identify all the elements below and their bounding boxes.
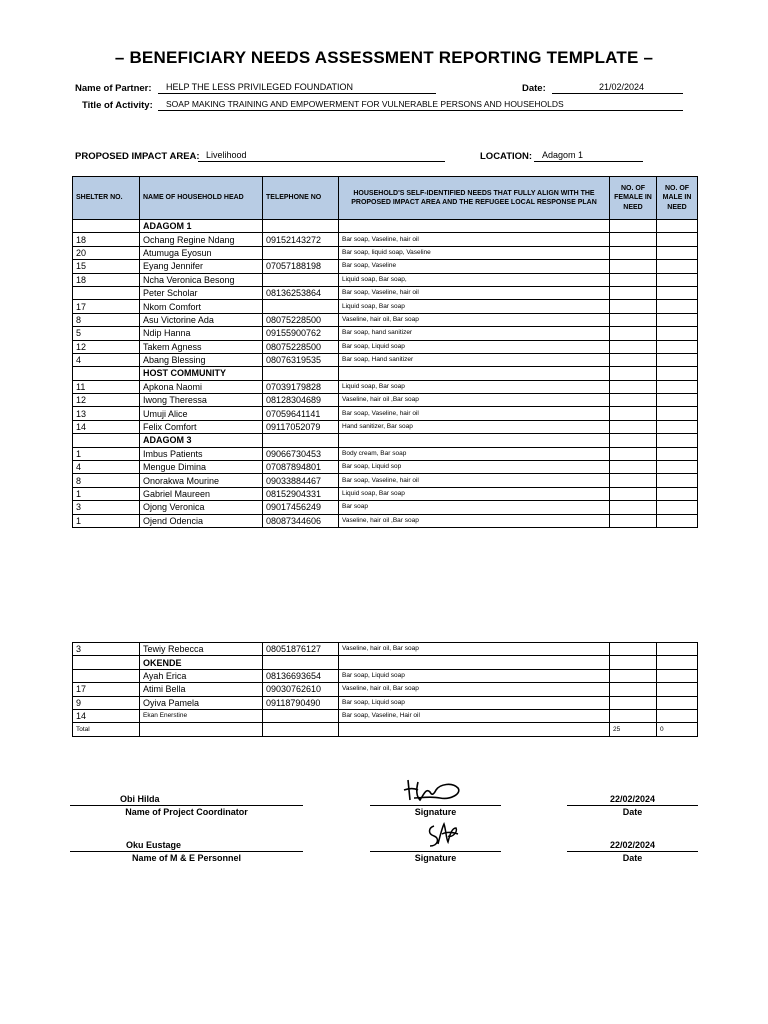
telephone-cell [263,367,339,380]
shelter-cell: 1 [73,514,140,527]
coordinator-signature-image [400,776,464,806]
needs-cell: Bar soap, Liquid soap [339,696,610,709]
telephone-cell [263,434,339,447]
coordinator-name-line [70,805,303,806]
female-count-cell [610,420,657,433]
col-header-phone: TELEPHONE NO [263,177,339,220]
telephone-cell: 09155900762 [263,327,339,340]
shelter-cell: 3 [73,643,140,656]
telephone-cell: 09030762610 [263,683,339,696]
coordinator-date: 22/02/2024 [609,794,656,804]
male-count-cell [657,514,698,527]
coordinator-date-line [567,805,698,806]
needs-cell: Bar soap, Vaseline, hair oil [339,286,610,299]
household-head-cell: Ayah Erica [140,669,263,682]
date-label: Date: [522,83,546,94]
me-role: Name of M & E Personnel [131,853,242,863]
table-row [73,313,698,326]
telephone-cell: 07039179828 [263,380,339,393]
male-count-cell [657,461,698,474]
needs-cell: Vaseline, hair oil ,Bar soap [339,394,610,407]
shelter-cell [73,220,140,233]
female-count-cell [610,273,657,286]
shelter-cell: 9 [73,696,140,709]
male-count-cell [657,340,698,353]
shelter-cell: 4 [73,461,140,474]
male-count-cell [657,273,698,286]
needs-cell [339,220,610,233]
telephone-cell: 08087344606 [263,514,339,527]
male-count-cell [657,367,698,380]
household-head-cell: Eyang Jennifer [140,260,263,273]
shelter-cell [73,656,140,669]
male-count-cell [657,353,698,366]
telephone-cell: 09066730453 [263,447,339,460]
me-date-label: Date [622,853,643,863]
telephone-cell: 08136253864 [263,286,339,299]
needs-cell: Vaseline, hair oil, Bar soap [339,683,610,696]
household-head-cell: Apkona Naomi [140,380,263,393]
female-count-cell [610,407,657,420]
telephone-cell [263,723,339,736]
needs-cell: Bar soap, Liquid soap [339,669,610,682]
coordinator-name: Obi Hilda [120,794,160,804]
table-row [73,407,698,420]
male-count-cell [657,696,698,709]
telephone-cell: 08128304689 [263,394,339,407]
telephone-cell: 09118790490 [263,696,339,709]
shelter-cell: 14 [73,709,140,722]
household-head-cell: Atimi Bella [140,683,263,696]
female-count-cell [610,434,657,447]
female-count-cell [610,669,657,682]
shelter-cell: 11 [73,380,140,393]
table-row [73,340,698,353]
female-count-cell: 25 [610,723,657,736]
telephone-cell: 08075228500 [263,340,339,353]
needs-cell: Bar soap, Hand sanitizer [339,353,610,366]
group-header-row [73,220,698,233]
table-row [73,246,698,259]
female-count-cell [610,367,657,380]
male-count-cell [657,260,698,273]
telephone-cell: 08076319535 [263,353,339,366]
shelter-cell: 13 [73,407,140,420]
shelter-cell: 18 [73,273,140,286]
shelter-cell: 20 [73,246,140,259]
male-count-cell [657,380,698,393]
household-head-cell: Onorakwa Mourine [140,474,263,487]
impact-area-value: Livelihood [198,150,445,162]
needs-cell: Bar soap, Vaseline, Hair oil [339,709,610,722]
table-row [73,260,698,273]
female-count-cell [610,300,657,313]
household-head-cell: Atumuga Eyosun [140,246,263,259]
telephone-cell: 09033884467 [263,474,339,487]
household-head-cell: OKENDE [140,656,263,669]
group-header-row [73,434,698,447]
male-count-cell [657,474,698,487]
col-header-needs: HOUSEHOLD'S SELF-IDENTIFIED NEEDS THAT FULLY ALIGN WITH THE PROPOSED IMPACT AREA AND THE REFUGEE LOCAL RESPONSE PLAN [339,177,610,220]
female-count-cell [610,487,657,500]
male-count-cell [657,286,698,299]
household-head-cell: Abang Blessing [140,353,263,366]
household-head-cell: Asu Victorine Ada [140,313,263,326]
col-header-shelter: SHELTER NO. [73,177,140,220]
table-row [73,709,698,722]
shelter-cell: 15 [73,260,140,273]
total-row [73,723,698,736]
shelter-cell: 3 [73,501,140,514]
needs-cell: Liquid soap, Bar soap [339,300,610,313]
col-header-male: NO. OF MALE IN NEED [657,177,698,220]
partner-value: HELP THE LESS PRIVILEGED FOUNDATION [158,82,436,94]
impact-area-label: PROPOSED IMPACT AREA: [75,151,200,162]
me-name: Oku Eustage [126,840,182,850]
household-head-cell: Imbus Patients [140,447,263,460]
male-count-cell [657,407,698,420]
household-head-cell: Takem Agness [140,340,263,353]
shelter-cell [73,367,140,380]
male-count-cell [657,300,698,313]
table-row [73,353,698,366]
male-count-cell [657,220,698,233]
female-count-cell [610,286,657,299]
needs-cell [339,434,610,447]
female-count-cell [610,683,657,696]
needs-cell: Vaseline, hair oil, Bar soap [339,313,610,326]
table-row [73,461,698,474]
female-count-cell [610,709,657,722]
table-row [73,447,698,460]
needs-cell: Hand sanitizer, Bar soap [339,420,610,433]
female-count-cell [610,233,657,246]
household-head-cell: Ekan Enerstine [140,709,263,722]
male-count-cell [657,487,698,500]
telephone-cell [263,220,339,233]
me-signature-label: Signature [414,853,457,863]
needs-cell: Bar soap, Vaseline [339,260,610,273]
needs-cell: Bar soap, liquid soap, Vaseline [339,246,610,259]
needs-table [72,176,698,528]
male-count-cell [657,501,698,514]
partner-label: Name of Partner: [75,83,152,94]
needs-cell: Bar soap, hand sanitizer [339,327,610,340]
coordinator-signature-label: Signature [414,807,457,817]
group-header-row [73,656,698,669]
needs-cell: Bar soap, Liquid sop [339,461,610,474]
me-name-line [70,851,303,852]
needs-cell: Bar soap, Vaseline, hair oil [339,474,610,487]
household-head-cell: Ojend Odencia [140,514,263,527]
location-label: LOCATION: [480,151,533,162]
female-count-cell [610,313,657,326]
activity-value: SOAP MAKING TRAINING AND EMPOWERMENT FOR VULNERABLE PERSONS AND HOUSEHOLDS [158,99,683,111]
group-header-row [73,367,698,380]
me-signature-image [422,820,462,852]
me-date: 22/02/2024 [609,840,656,850]
female-count-cell [610,327,657,340]
household-head-cell: Mengue Dimina [140,461,263,474]
female-count-cell [610,260,657,273]
coordinator-signature-line [370,805,501,806]
table-row [73,286,698,299]
shelter-cell [73,434,140,447]
female-count-cell [610,380,657,393]
col-header-female: NO. OF FEMALE IN NEED [610,177,657,220]
shelter-cell: 17 [73,683,140,696]
household-head-cell: Umuji Alice [140,407,263,420]
coordinator-date-label: Date [622,807,643,817]
household-head-cell: HOST COMMUNITY [140,367,263,380]
needs-cell: Bar soap, Vaseline, hair oil [339,407,610,420]
needs-cell: Bar soap [339,501,610,514]
male-count-cell: 0 [657,723,698,736]
table-row [73,327,698,340]
location-value: Adagom 1 [534,150,643,162]
shelter-cell: 17 [73,300,140,313]
male-count-cell [657,656,698,669]
shelter-cell: 4 [73,353,140,366]
shelter-cell [73,286,140,299]
col-header-name: NAME OF HOUSEHOLD HEAD [140,177,263,220]
male-count-cell [657,447,698,460]
table-row [73,643,698,656]
telephone-cell: 07059641141 [263,407,339,420]
table-header-row [73,177,698,220]
male-count-cell [657,246,698,259]
telephone-cell: 08152904331 [263,487,339,500]
telephone-cell: 09152143272 [263,233,339,246]
needs-cell: Liquid soap, Bar soap [339,487,610,500]
shelter-cell: 12 [73,340,140,353]
female-count-cell [610,643,657,656]
household-head-cell: Ncha Veronica Besong [140,273,263,286]
female-count-cell [610,501,657,514]
shelter-cell: Total [73,723,140,736]
female-count-cell [610,696,657,709]
shelter-cell: 8 [73,313,140,326]
female-count-cell [610,461,657,474]
female-count-cell [610,514,657,527]
telephone-cell [263,273,339,286]
table-row [73,487,698,500]
household-head-cell: Peter Scholar [140,286,263,299]
telephone-cell [263,246,339,259]
female-count-cell [610,656,657,669]
me-signature-line [370,851,501,852]
table-row [73,300,698,313]
activity-label: Title of Activity: [82,100,153,111]
document-title: – BENEFICIARY NEEDS ASSESSMENT REPORTING TEMPLATE – [114,48,654,67]
shelter-cell: 5 [73,327,140,340]
telephone-cell: 08075228500 [263,313,339,326]
female-count-cell [610,220,657,233]
table-row [73,273,698,286]
table-row [73,514,698,527]
household-head-cell: Iwong Theressa [140,394,263,407]
female-count-cell [610,246,657,259]
coordinator-role: Name of Project Coordinator [125,807,248,817]
shelter-cell: 1 [73,447,140,460]
shelter-cell: 12 [73,394,140,407]
table-row [73,420,698,433]
telephone-cell: 08136693654 [263,669,339,682]
male-count-cell [657,420,698,433]
household-head-cell: Gabriel Maureen [140,487,263,500]
male-count-cell [657,313,698,326]
needs-cell [339,656,610,669]
telephone-cell [263,709,339,722]
table-row [73,696,698,709]
household-head-cell: Ochang Regine Ndang [140,233,263,246]
telephone-cell: 08051876127 [263,643,339,656]
shelter-cell: 8 [73,474,140,487]
me-date-line [567,851,698,852]
male-count-cell [657,394,698,407]
female-count-cell [610,447,657,460]
needs-cell: Bar soap, Liquid soap [339,340,610,353]
shelter-cell: 1 [73,487,140,500]
female-count-cell [610,340,657,353]
male-count-cell [657,669,698,682]
male-count-cell [657,683,698,696]
table-row [73,683,698,696]
table-row [73,394,698,407]
needs-cell: Vaseline, hair oil ,Bar soap [339,514,610,527]
telephone-cell [263,656,339,669]
household-head-cell [140,723,263,736]
female-count-cell [610,394,657,407]
household-head-cell: Tewiy Rebecca [140,643,263,656]
household-head-cell: Ojong Veronica [140,501,263,514]
date-value: 21/02/2024 [552,82,683,94]
male-count-cell [657,643,698,656]
needs-cell [339,367,610,380]
table-row [73,380,698,393]
household-head-cell: Oyiva Pamela [140,696,263,709]
telephone-cell: 09017456249 [263,501,339,514]
needs-cell: Liquid soap, Bar soap, [339,273,610,286]
shelter-cell: 14 [73,420,140,433]
household-head-cell: Nkom Comfort [140,300,263,313]
male-count-cell [657,233,698,246]
male-count-cell [657,327,698,340]
table-row [73,474,698,487]
telephone-cell: 07057188198 [263,260,339,273]
female-count-cell [610,474,657,487]
household-head-cell: ADAGOM 3 [140,434,263,447]
needs-cell: Bar soap, Vaseline, hair oil [339,233,610,246]
shelter-cell: 18 [73,233,140,246]
table-row [73,669,698,682]
household-head-cell: ADAGOM 1 [140,220,263,233]
needs-table-continued [72,642,698,737]
needs-cell: Body cream, Bar soap [339,447,610,460]
female-count-cell [610,353,657,366]
telephone-cell [263,300,339,313]
shelter-cell [73,669,140,682]
telephone-cell: 09117052079 [263,420,339,433]
needs-cell: Vaseline, hair oil, Bar soap [339,643,610,656]
telephone-cell: 07087894801 [263,461,339,474]
table-row [73,233,698,246]
table-row [73,501,698,514]
male-count-cell [657,709,698,722]
household-head-cell: Ndip Hanna [140,327,263,340]
household-head-cell: Felix Comfort [140,420,263,433]
needs-cell [339,723,610,736]
needs-cell: Liquid soap, Bar soap [339,380,610,393]
male-count-cell [657,434,698,447]
